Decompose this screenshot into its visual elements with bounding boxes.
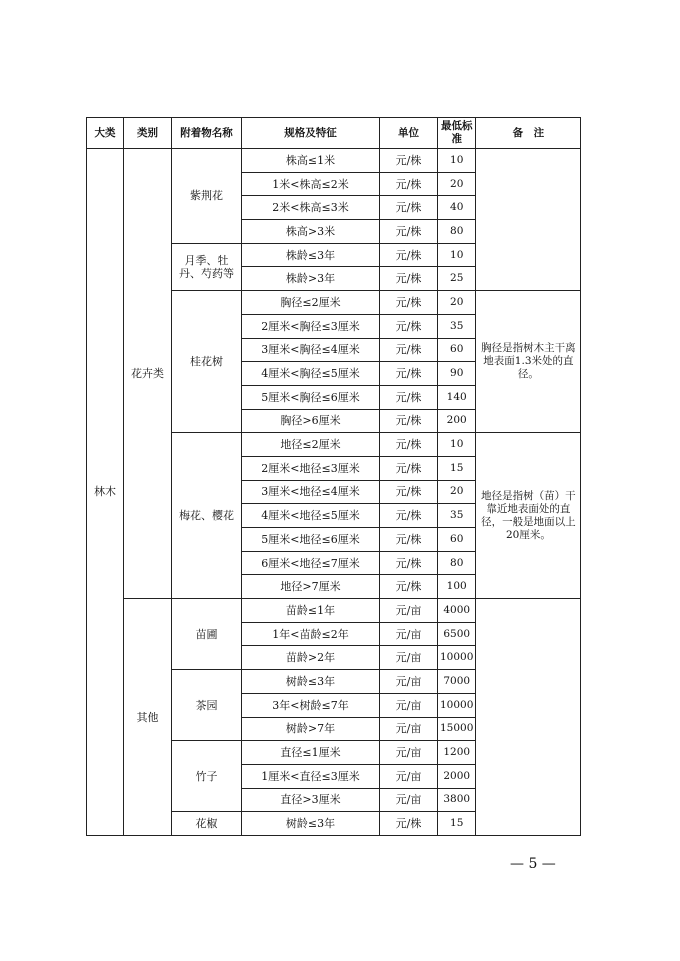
min-standard-cell: 25 xyxy=(438,267,476,291)
min-standard-cell: 20 xyxy=(438,480,476,504)
unit-cell: 元/亩 xyxy=(380,788,438,812)
unit-cell: 元/亩 xyxy=(380,693,438,717)
item-name-cell: 梅花、樱花 xyxy=(172,433,242,599)
category-cell: 花卉类 xyxy=(124,149,172,599)
table-row xyxy=(87,599,581,623)
header-unit: 单位 xyxy=(380,118,438,149)
unit-cell: 元/株 xyxy=(380,362,438,386)
header-spec: 规格及特征 xyxy=(242,118,380,149)
page-number: — 5 — xyxy=(510,856,556,872)
min-standard-cell: 7000 xyxy=(438,670,476,694)
spec-cell: 胸径≤2厘米 xyxy=(242,291,380,315)
min-standard-cell: 10000 xyxy=(438,646,476,670)
min-standard-cell: 10 xyxy=(438,433,476,457)
header-category: 类别 xyxy=(124,118,172,149)
unit-cell: 元/株 xyxy=(380,314,438,338)
spec-cell: 直径>3厘米 xyxy=(242,788,380,812)
item-name-cell: 花椒 xyxy=(172,812,242,836)
spec-cell: 1年<苗龄≤2年 xyxy=(242,622,380,646)
spec-cell: 5厘米<地径≤6厘米 xyxy=(242,528,380,552)
unit-cell: 元/亩 xyxy=(380,741,438,765)
item-name-cell: 苗圃 xyxy=(172,599,242,670)
table-row xyxy=(87,149,581,173)
spec-cell: 3厘米<胸径≤4厘米 xyxy=(242,338,380,362)
table-body xyxy=(87,149,581,836)
min-standard-cell: 20 xyxy=(438,172,476,196)
unit-cell: 元/株 xyxy=(380,338,438,362)
compensation-standard-table xyxy=(86,117,581,836)
item-name-cell: 月季、牡丹、芍药等 xyxy=(172,243,242,290)
note-cell-empty xyxy=(476,149,581,291)
spec-cell: 树龄≤3年 xyxy=(242,670,380,694)
spec-cell: 5厘米<胸径≤6厘米 xyxy=(242,385,380,409)
min-standard-cell: 60 xyxy=(438,338,476,362)
unit-cell: 元/株 xyxy=(380,267,438,291)
unit-cell: 元/株 xyxy=(380,172,438,196)
min-standard-cell: 35 xyxy=(438,504,476,528)
unit-cell: 元/株 xyxy=(380,243,438,267)
header-min-standard: 最低标准 xyxy=(438,118,476,149)
spec-cell: 4厘米<胸径≤5厘米 xyxy=(242,362,380,386)
min-standard-cell: 80 xyxy=(438,551,476,575)
item-name-cell: 桂花树 xyxy=(172,291,242,433)
unit-cell: 元/株 xyxy=(380,291,438,315)
min-standard-cell: 2000 xyxy=(438,764,476,788)
table-header-row xyxy=(87,118,581,149)
header-item-name: 附着物名称 xyxy=(172,118,242,149)
spec-cell: 株高>3米 xyxy=(242,220,380,244)
min-standard-cell: 100 xyxy=(438,575,476,599)
spec-cell: 1米<株高≤2米 xyxy=(242,172,380,196)
spec-cell: 树龄>7年 xyxy=(242,717,380,741)
min-standard-cell: 6500 xyxy=(438,622,476,646)
spec-cell: 地径>7厘米 xyxy=(242,575,380,599)
unit-cell: 元/株 xyxy=(380,385,438,409)
min-standard-cell: 200 xyxy=(438,409,476,433)
unit-cell: 元/株 xyxy=(380,504,438,528)
unit-cell: 元/株 xyxy=(380,433,438,457)
spec-cell: 直径≤1厘米 xyxy=(242,741,380,765)
spec-cell: 2厘米<胸径≤3厘米 xyxy=(242,314,380,338)
min-standard-cell: 90 xyxy=(438,362,476,386)
unit-cell: 元/亩 xyxy=(380,622,438,646)
min-standard-cell: 10 xyxy=(438,243,476,267)
min-standard-cell: 60 xyxy=(438,528,476,552)
min-standard-cell: 40 xyxy=(438,196,476,220)
min-standard-cell: 15000 xyxy=(438,717,476,741)
spec-cell: 4厘米<地径≤5厘米 xyxy=(242,504,380,528)
min-standard-cell: 10 xyxy=(438,149,476,173)
min-standard-cell: 80 xyxy=(438,220,476,244)
spec-cell: 胸径>6厘米 xyxy=(242,409,380,433)
unit-cell: 元/株 xyxy=(380,220,438,244)
min-standard-cell: 15 xyxy=(438,812,476,836)
min-standard-cell: 1200 xyxy=(438,741,476,765)
unit-cell: 元/亩 xyxy=(380,599,438,623)
spec-cell: 2厘米<地径≤3厘米 xyxy=(242,456,380,480)
unit-cell: 元/株 xyxy=(380,575,438,599)
unit-cell: 元/株 xyxy=(380,456,438,480)
category-cell: 其他 xyxy=(124,599,172,836)
min-standard-cell: 10000 xyxy=(438,693,476,717)
unit-cell: 元/亩 xyxy=(380,646,438,670)
note-cell-empty xyxy=(476,599,581,836)
spec-cell: 1厘米<直径≤3厘米 xyxy=(242,764,380,788)
min-standard-cell: 140 xyxy=(438,385,476,409)
unit-cell: 元/株 xyxy=(380,409,438,433)
spec-cell: 3年<树龄≤7年 xyxy=(242,693,380,717)
min-standard-cell: 15 xyxy=(438,456,476,480)
min-standard-cell: 3800 xyxy=(438,788,476,812)
unit-cell: 元/株 xyxy=(380,528,438,552)
item-name-cell: 紫荆花 xyxy=(172,149,242,244)
header-note: 备 注 xyxy=(476,118,581,149)
item-name-cell: 茶园 xyxy=(172,670,242,741)
spec-cell: 苗龄>2年 xyxy=(242,646,380,670)
min-standard-cell: 20 xyxy=(438,291,476,315)
spec-cell: 3厘米<地径≤4厘米 xyxy=(242,480,380,504)
unit-cell: 元/亩 xyxy=(380,764,438,788)
min-standard-cell: 35 xyxy=(438,314,476,338)
unit-cell: 元/株 xyxy=(380,149,438,173)
spec-cell: 株龄≤3年 xyxy=(242,243,380,267)
item-name-cell: 竹子 xyxy=(172,741,242,812)
unit-cell: 元/株 xyxy=(380,812,438,836)
header-major-category: 大类 xyxy=(87,118,124,149)
unit-cell: 元/亩 xyxy=(380,670,438,694)
spec-cell: 树龄≤3年 xyxy=(242,812,380,836)
unit-cell: 元/株 xyxy=(380,551,438,575)
spec-cell: 苗龄≤1年 xyxy=(242,599,380,623)
note-cell: 胸径是指树木主干离地表面1.3米处的直径。 xyxy=(476,291,581,433)
spec-cell: 6厘米<地径≤7厘米 xyxy=(242,551,380,575)
unit-cell: 元/株 xyxy=(380,196,438,220)
spec-cell: 株龄>3年 xyxy=(242,267,380,291)
spec-cell: 地径≤2厘米 xyxy=(242,433,380,457)
spec-cell: 2米<株高≤3米 xyxy=(242,196,380,220)
unit-cell: 元/亩 xyxy=(380,717,438,741)
note-cell: 地径是指树（苗）干靠近地表面处的直径，一般是地面以上20厘米。 xyxy=(476,433,581,599)
major-category-cell: 林木 xyxy=(87,149,124,836)
min-standard-cell: 4000 xyxy=(438,599,476,623)
unit-cell: 元/株 xyxy=(380,480,438,504)
spec-cell: 株高≤1米 xyxy=(242,149,380,173)
